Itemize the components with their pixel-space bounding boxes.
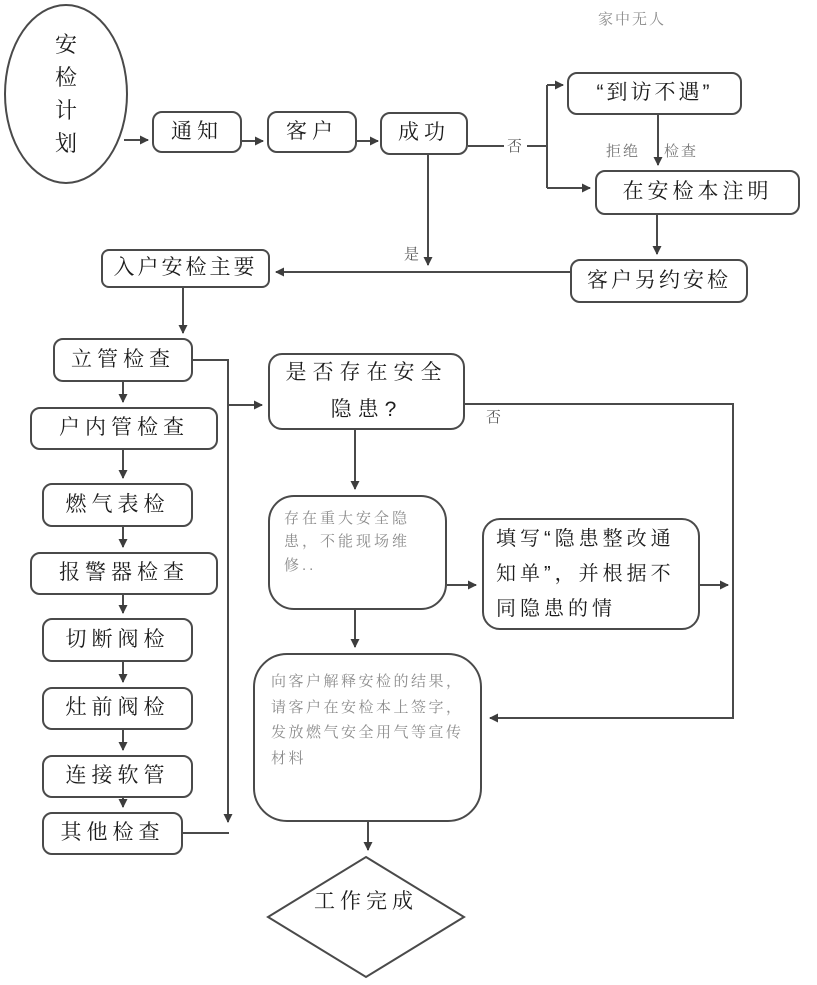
node-stove-valve-check: 灶前阀检 bbox=[42, 687, 193, 730]
label-refuse: 拒绝 bbox=[606, 143, 641, 160]
node-customer-reschedule: 客户另约安检 bbox=[570, 259, 748, 303]
node-indoor-pipe-check: 户内管检查 bbox=[30, 407, 218, 450]
node-note-in-inspection-book: 在安检本注明 bbox=[595, 170, 800, 215]
node-hazard-decision: 是否存在安全隐患? bbox=[268, 353, 465, 430]
node-start-ellipse bbox=[4, 4, 128, 184]
label-yes: 是 bbox=[404, 246, 422, 263]
node-home-inspection-main: 入户安检主要 bbox=[101, 249, 270, 288]
label-inspect: 检查 bbox=[664, 143, 699, 160]
node-start-label: 安检计划 bbox=[54, 32, 77, 156]
node-success: 成功 bbox=[380, 112, 468, 155]
node-work-done-label: 工作完成 bbox=[314, 890, 418, 913]
node-hose-check: 连接软管 bbox=[42, 755, 193, 798]
node-gas-meter-check: 燃气表检 bbox=[42, 483, 193, 527]
node-other-check: 其他检查 bbox=[42, 812, 183, 855]
node-customer: 客户 bbox=[267, 111, 357, 153]
node-notify: 通知 bbox=[152, 111, 242, 153]
node-riser-check: 立管检查 bbox=[53, 338, 193, 382]
node-shutoff-valve-check: 切断阀检 bbox=[42, 618, 193, 662]
node-visit-not-met: “到访不遇” bbox=[567, 72, 742, 115]
node-alarm-check: 报警器检查 bbox=[30, 552, 218, 595]
node-fill-rectification-notice: 填写“隐患整改通知单”，并根据不同隐患的情 bbox=[482, 518, 700, 630]
label-no-right: 否 bbox=[486, 409, 504, 426]
node-explain-and-sign: 向客户解释安检的结果，请客户在安检本上签字，发放燃气安全用气等宣传材料 bbox=[253, 653, 482, 822]
label-no-top: 否 bbox=[504, 135, 527, 156]
node-major-hazard: 存在重大安全隐患，不能现场维修.. bbox=[268, 495, 447, 610]
label-nobody-home: 家中无人 bbox=[598, 11, 667, 28]
